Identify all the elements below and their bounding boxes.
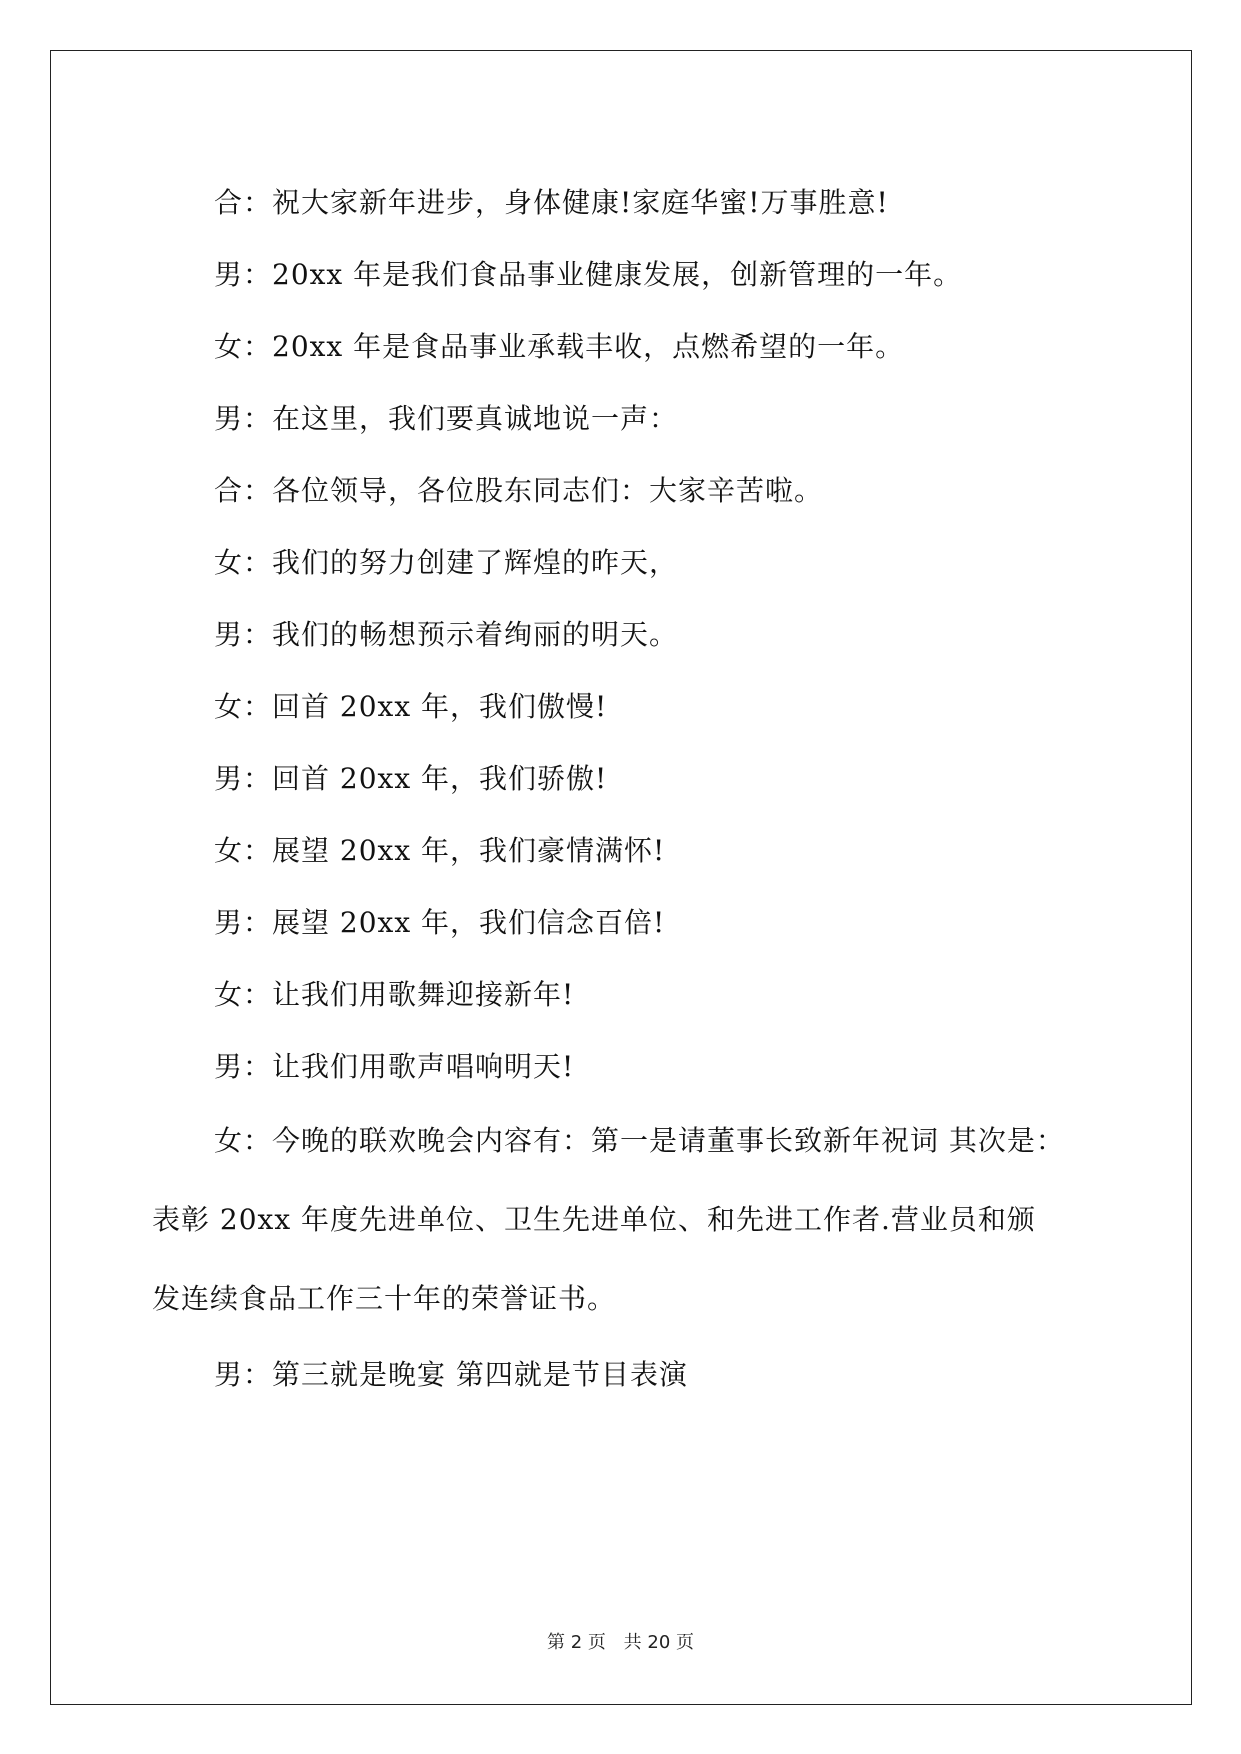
- dialogue-line-5: 合：各位领导，各位股东同志们：大家辛苦啦。: [214, 474, 824, 507]
- dialogue-line-9: 男：回首 20xx 年，我们骄傲!: [214, 762, 608, 795]
- page-number: 第 2 页: [547, 1632, 606, 1653]
- dialogue-line-8: 女：回首 20xx 年，我们傲慢!: [214, 690, 608, 723]
- dialogue-line-3: 女：20xx 年是食品事业承载丰收，点燃希望的一年。: [214, 330, 905, 363]
- dialogue-line-6: 女：我们的努力创建了辉煌的昨天，: [214, 546, 679, 579]
- dialogue-line-4: 男：在这里，我们要真诚地说一声：: [214, 402, 679, 435]
- dialogue-line-12: 女：让我们用歌舞迎接新年!: [214, 978, 575, 1011]
- page-total: 共 20 页: [623, 1632, 694, 1653]
- dialogue-line-13: 男：让我们用歌声唱响明天!: [214, 1050, 575, 1083]
- dialogue-line-10: 女：展望 20xx 年，我们豪情满怀!: [214, 834, 666, 867]
- program-paragraph-line-1: 女：今晚的联欢晚会内容有：第一是请董事长致新年祝词 其次是：: [214, 1124, 1065, 1157]
- dialogue-line-2: 男：20xx 年是我们食品事业健康发展，创新管理的一年。: [214, 258, 963, 291]
- dialogue-line-7: 男：我们的畅想预示着绚丽的明天。: [214, 618, 679, 651]
- dialogue-line-11: 男：展望 20xx 年，我们信念百倍!: [214, 906, 666, 939]
- dialogue-line-last: 男：第三就是晚宴 第四就是节目表演: [214, 1358, 688, 1391]
- program-paragraph-line-3: 发连续食品工作三十年的荣誉证书。: [152, 1282, 617, 1315]
- program-paragraph-line-2: 表彰 20xx 年度先进单位、卫生先进单位、和先进工作者.营业员和颁: [152, 1203, 1036, 1236]
- page-footer: [0, 1628, 1241, 1654]
- dialogue-line-1: 合：祝大家新年进步，身体健康!家庭华蜜!万事胜意!: [214, 186, 889, 219]
